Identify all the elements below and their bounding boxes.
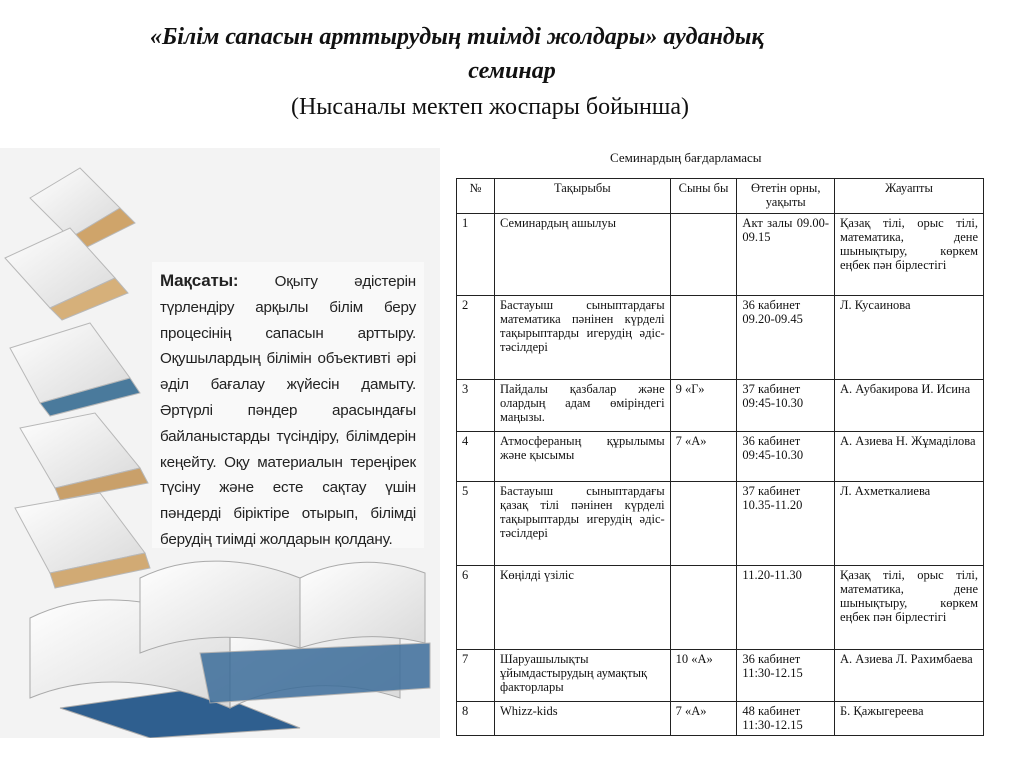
table-row [457, 482, 984, 566]
table-row [457, 296, 984, 380]
cell-topic: Whizz-kids [495, 702, 671, 736]
goal-text: Оқыту әдістерін түрлендіру арқылы білім беру процесінің сапасын арттыру. Оқушылардың білімін объективті әрі әділ бағалау жүйесін дамыту. Әртүрлі пәндер арасындағы байланыстарды түсіндіру, білімдерін кеңейту. Оқу материалын тереңірек түсіну және есте сақтау үшін пәндерді біріктіре отырып, білімді берудің тиімді жолдарын қолдану. [160, 273, 416, 548]
cell-responsible: А. Аубакирова И. Исина [835, 380, 984, 432]
cell-topic: Шаруашылықты ұйымдастырудың аумақтық факторлары [495, 650, 671, 702]
cell-class: 10 «А» [670, 650, 737, 702]
title-line-2: семинар [468, 58, 556, 84]
cell-topic: Көңілді үзіліс [495, 566, 671, 650]
cell-topic: Бастауыш сыныптардағы қазақ тілі пәнінен күрделі тақырыптарды игерудің әдіс-тәсілдері [495, 482, 671, 566]
cell-responsible: Қазақ тілі, орыс тілі, математика, дене шынықтыру, көркем еңбек пән бірлестігі [835, 214, 984, 296]
cell-class [670, 214, 737, 296]
header-no: № [457, 179, 495, 214]
cell-responsible: А. Азиева Н. Жұмаділова [835, 432, 984, 482]
cell-place: 36 кабинет 09.20-09.45 [737, 296, 835, 380]
table-header-row [457, 179, 984, 214]
cell-place: 37 кабинет 09:45-10.30 [737, 380, 835, 432]
cell-topic: Пайдалы қазбалар және олардың адам өміріндегі маңызы. [495, 380, 671, 432]
cell-place: 36 кабинет 09:45-10.30 [737, 432, 835, 482]
cell-no: 2 [457, 296, 495, 380]
table-row [457, 702, 984, 736]
table-row [457, 566, 984, 650]
cell-no: 1 [457, 214, 495, 296]
cell-no: 3 [457, 380, 495, 432]
header-class: Сыны бы [670, 179, 737, 214]
cell-responsible: Қазақ тілі, орыс тілі, математика, дене шынықтыру, көркем еңбек пән бірлестігі [835, 566, 984, 650]
cell-class: 9 «Г» [670, 380, 737, 432]
subtitle: (Нысаналы мектеп жоспары бойынша) [290, 94, 690, 120]
cell-topic: Бастауыш сыныптардағы математика пәнінен күрделі тақырыптарды игерудің әдіс-тәсілдері [495, 296, 671, 380]
header-topic: Тақырыбы [495, 179, 671, 214]
goal-label: Мақсаты: [160, 271, 239, 290]
cell-responsible: А. Азиева Л. Рахимбаева [835, 650, 984, 702]
table-row [457, 650, 984, 702]
cell-place: Акт залы 09.00-09.15 [737, 214, 835, 296]
table-row [457, 380, 984, 432]
cell-responsible: Л. Кусаинова [835, 296, 984, 380]
cell-no: 5 [457, 482, 495, 566]
cell-class [670, 482, 737, 566]
cell-place: 11.20-11.30 [737, 566, 835, 650]
program-table [456, 178, 984, 736]
cell-topic: Атмосфераның құрылымы және қысымы [495, 432, 671, 482]
cell-place: 37 кабинет 10.35-11.20 [737, 482, 835, 566]
cell-topic: Семинардың ашылуы [495, 214, 671, 296]
cell-class: 7 «А» [670, 432, 737, 482]
cell-place: 36 кабинет 11:30-12.15 [737, 650, 835, 702]
program-title: Семинардың бағдарламасы [610, 150, 762, 165]
cell-class: 7 «А» [670, 702, 737, 736]
header-responsible: Жауапты [835, 179, 984, 214]
cell-no: 6 [457, 566, 495, 650]
cell-place: 48 кабинет 11:30-12.15 [737, 702, 835, 736]
cell-no: 4 [457, 432, 495, 482]
cell-class [670, 296, 737, 380]
table-row [457, 432, 984, 482]
cell-responsible: Л. Ахметкалиева [835, 482, 984, 566]
cell-class [670, 566, 737, 650]
title-line-1: «Білім сапасын арттырудың тиімді жолдары» аудандық [150, 24, 764, 50]
cell-no: 8 [457, 702, 495, 736]
cell-no: 7 [457, 650, 495, 702]
table-row [457, 214, 984, 296]
cell-responsible: Б. Қажыгереева [835, 702, 984, 736]
header-place: Өтетін орны, уақыты [737, 179, 835, 214]
goal-box [152, 262, 424, 548]
